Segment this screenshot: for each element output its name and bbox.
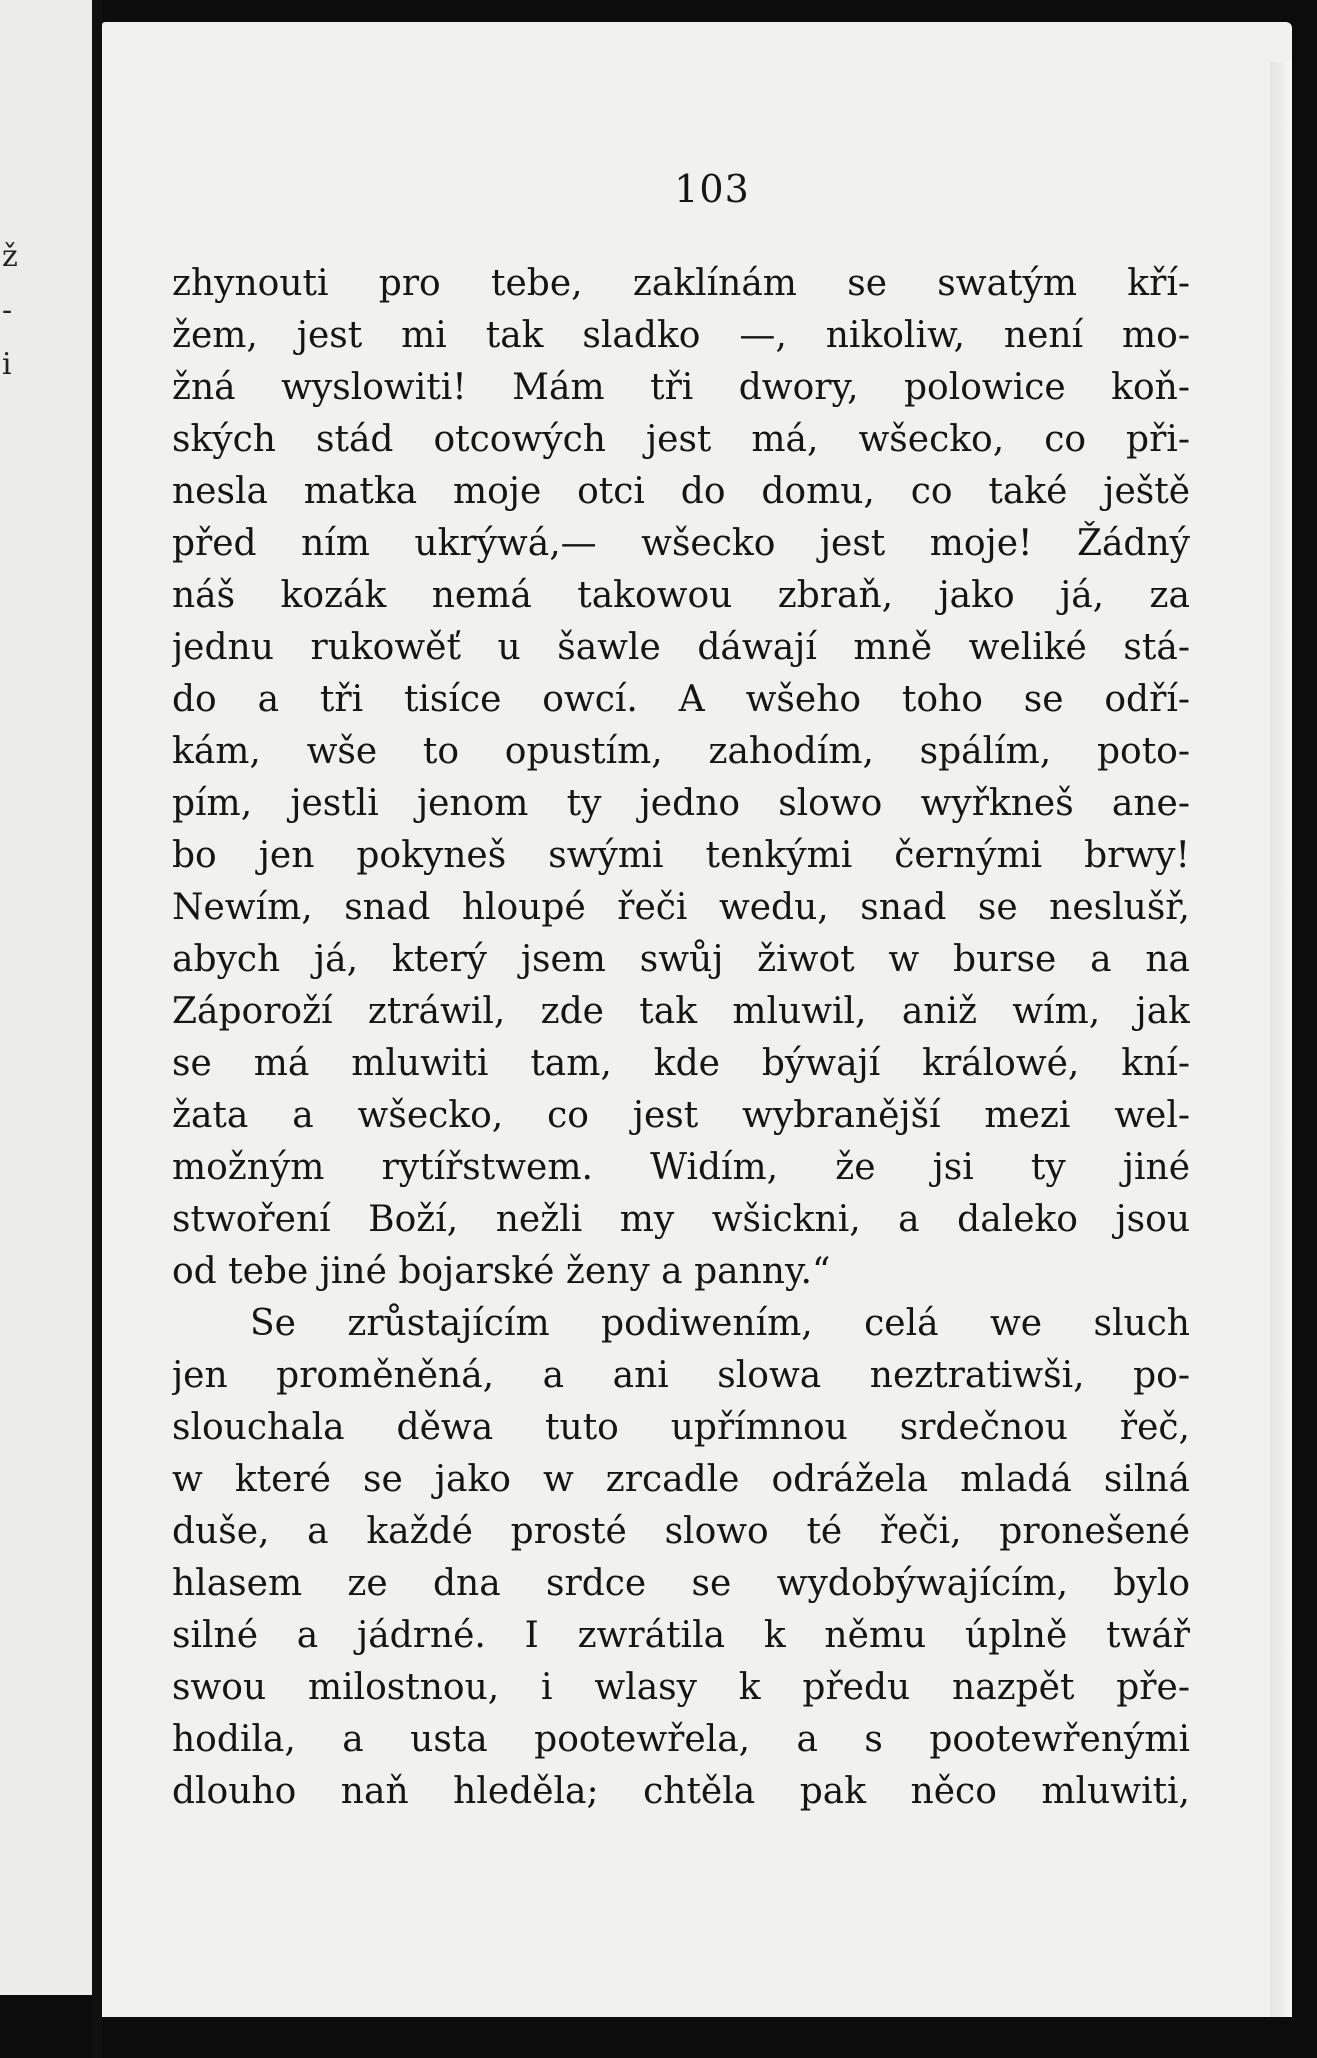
book-page — [102, 22, 1292, 2017]
text-line: duše, a každé prosté slowo té řeči, pronešené — [172, 1511, 1190, 1552]
text-line: Záporoží ztráwil, zde tak mluwil, aniž wím, jak — [172, 991, 1190, 1032]
text-line: žná wyslowiti! Mám tři dwory, polowice koň- — [172, 367, 1190, 408]
facing-page-glyph: ž — [2, 239, 18, 274]
text-line: stwoření Boží, nežli my wšickni, a daleko jsou — [172, 1199, 1190, 1240]
text-line: žem, jest mi tak sladko —, nikoliw, není mo- — [172, 315, 1190, 356]
text-line: žata a wšecko, co jest wybranější mezi wel- — [172, 1095, 1190, 1136]
text-line: možným rytířstwem. Widím, že jsi ty jiné — [172, 1147, 1190, 1188]
page-number: 103 — [674, 167, 750, 211]
text-line: kám, wše to opustím, zahodím, spálím, poto- — [172, 731, 1190, 772]
text-line: w které se jako w zrcadle odrážela mladá silná — [172, 1459, 1190, 1500]
text-line: bo jen pokyneš swými tenkými černými brwy! — [172, 835, 1190, 876]
text-line: abych já, který jsem swůj žiwot w burse a na — [172, 939, 1190, 980]
text-line: se má mluwiti tam, kde býwají králowé, kní- — [172, 1043, 1190, 1084]
text-line: jednu rukowěť u šawle dáwají mně weliké stá- — [172, 627, 1190, 668]
text-line: silné a jádrné. I zwrátila k němu úplně twář — [172, 1615, 1190, 1656]
text-line: do a tři tisíce owcí. A wšeho toho se odří- — [172, 679, 1190, 720]
text-line: ských stád otcowých jest má, wšecko, co při- — [172, 419, 1190, 460]
facing-page-glyph: - — [2, 293, 13, 328]
text-line: hodila, a usta pootewřela, a s pootewřenými — [172, 1719, 1190, 1760]
paragraph-first-line: Se zrůstajícím podiwením, celá we sluch — [250, 1303, 1190, 1344]
binding-gutter — [92, 0, 102, 2058]
text-line: zhynouti pro tebe, zaklínám se swatým kří- — [172, 263, 1190, 304]
text-line: před ním ukrýwá,— wšecko jest moje! Žádný — [172, 523, 1190, 564]
facing-page-edge — [0, 0, 92, 1995]
text-line: swou milostnou, i wlasy k předu nazpět pře- — [172, 1667, 1190, 1708]
text-line: od tebe jiné bojarské ženy a panny.“ — [172, 1251, 831, 1292]
text-line: hlasem ze dna srdce se wydobýwajícím, bylo — [172, 1563, 1190, 1604]
text-line: slouchala děwa tuto upřímnou srdečnou řeč, — [172, 1407, 1190, 1448]
scan-bottom-border — [102, 2017, 1317, 2058]
page-text — [172, 258, 1190, 1818]
text-line: Newím, snad hloupé řeči wedu, snad se neslušř, — [172, 887, 1190, 928]
text-line: náš kozák nemá takowou zbraň, jako já, za — [172, 575, 1190, 616]
text-line: dlouho naň hleděla; chtěla pak něco mluwiti, — [172, 1771, 1190, 1812]
page-edge-shadow — [1270, 62, 1292, 2017]
text-line: pím, jestli jenom ty jedno slowo wyřkneš ane- — [172, 783, 1190, 824]
text-line: nesla matka moje otci do domu, co také ještě — [172, 471, 1190, 512]
facing-page-glyph: i — [2, 347, 12, 382]
text-line: jen proměněná, a ani slowa neztratiwši, po- — [172, 1355, 1190, 1396]
